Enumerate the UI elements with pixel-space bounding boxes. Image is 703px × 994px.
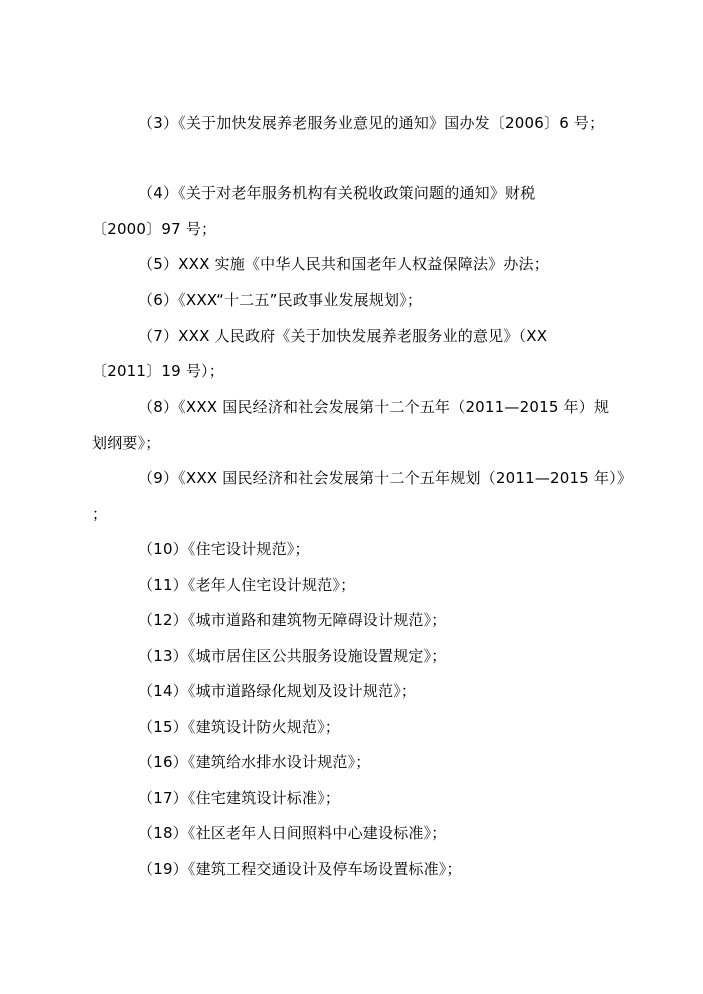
reference-item-4-continuation: 〔2000〕97 号； bbox=[92, 220, 217, 238]
reference-item-10: （10）《住宅设计规范》； bbox=[138, 540, 310, 558]
reference-item-7: （7）XXX 人民政府《关于加快发展养老服务业的意见》（XX bbox=[138, 327, 548, 345]
reference-item-15: （15）《建筑设计防火规范》； bbox=[138, 718, 341, 736]
reference-item-7-continuation: 〔2011〕19 号）； bbox=[92, 362, 224, 380]
reference-item-12: （12）《城市道路和建筑物无障碍设计规范》； bbox=[138, 611, 447, 629]
reference-item-18: （18）《社区老年人日间照料中心建设标准》； bbox=[138, 824, 447, 842]
reference-item-9: （9）《XXX 国民经济和社会发展第十二个五年规划（2011—2015 年）》 bbox=[138, 469, 633, 487]
reference-item-9-continuation: ； bbox=[92, 505, 108, 523]
reference-item-13: （13）《城市居住区公共服务设施设置规定》； bbox=[138, 647, 447, 665]
reference-item-3: （3）《关于加快发展养老服务业意见的通知》国办发〔2006〕6 号； bbox=[138, 114, 605, 132]
reference-item-19: （19）《建筑工程交通设计及停车场设置标准》； bbox=[138, 860, 462, 878]
reference-item-14: （14）《城市道路绿化规划及设计规范》； bbox=[138, 682, 417, 700]
reference-item-17: （17）《住宅建筑设计标准》； bbox=[138, 789, 341, 807]
reference-item-6: （6）《XXX“十二五”民政事业发展规划》； bbox=[138, 291, 423, 309]
reference-item-16: （16）《建筑给水排水设计规范》； bbox=[138, 753, 371, 771]
reference-item-8-continuation: 划纲要》； bbox=[92, 434, 161, 452]
reference-item-8: （8）《XXX 国民经济和社会发展第十二个五年（2011—2015 年）规 bbox=[138, 398, 610, 416]
reference-item-11: （11）《老年人住宅设计规范》； bbox=[138, 576, 356, 594]
reference-item-5: （5）XXX 实施《中华人民共和国老年人权益保障法》办法； bbox=[138, 255, 549, 273]
reference-item-4: （4）《关于对老年服务机构有关税收政策问题的通知》财税 bbox=[138, 184, 536, 202]
